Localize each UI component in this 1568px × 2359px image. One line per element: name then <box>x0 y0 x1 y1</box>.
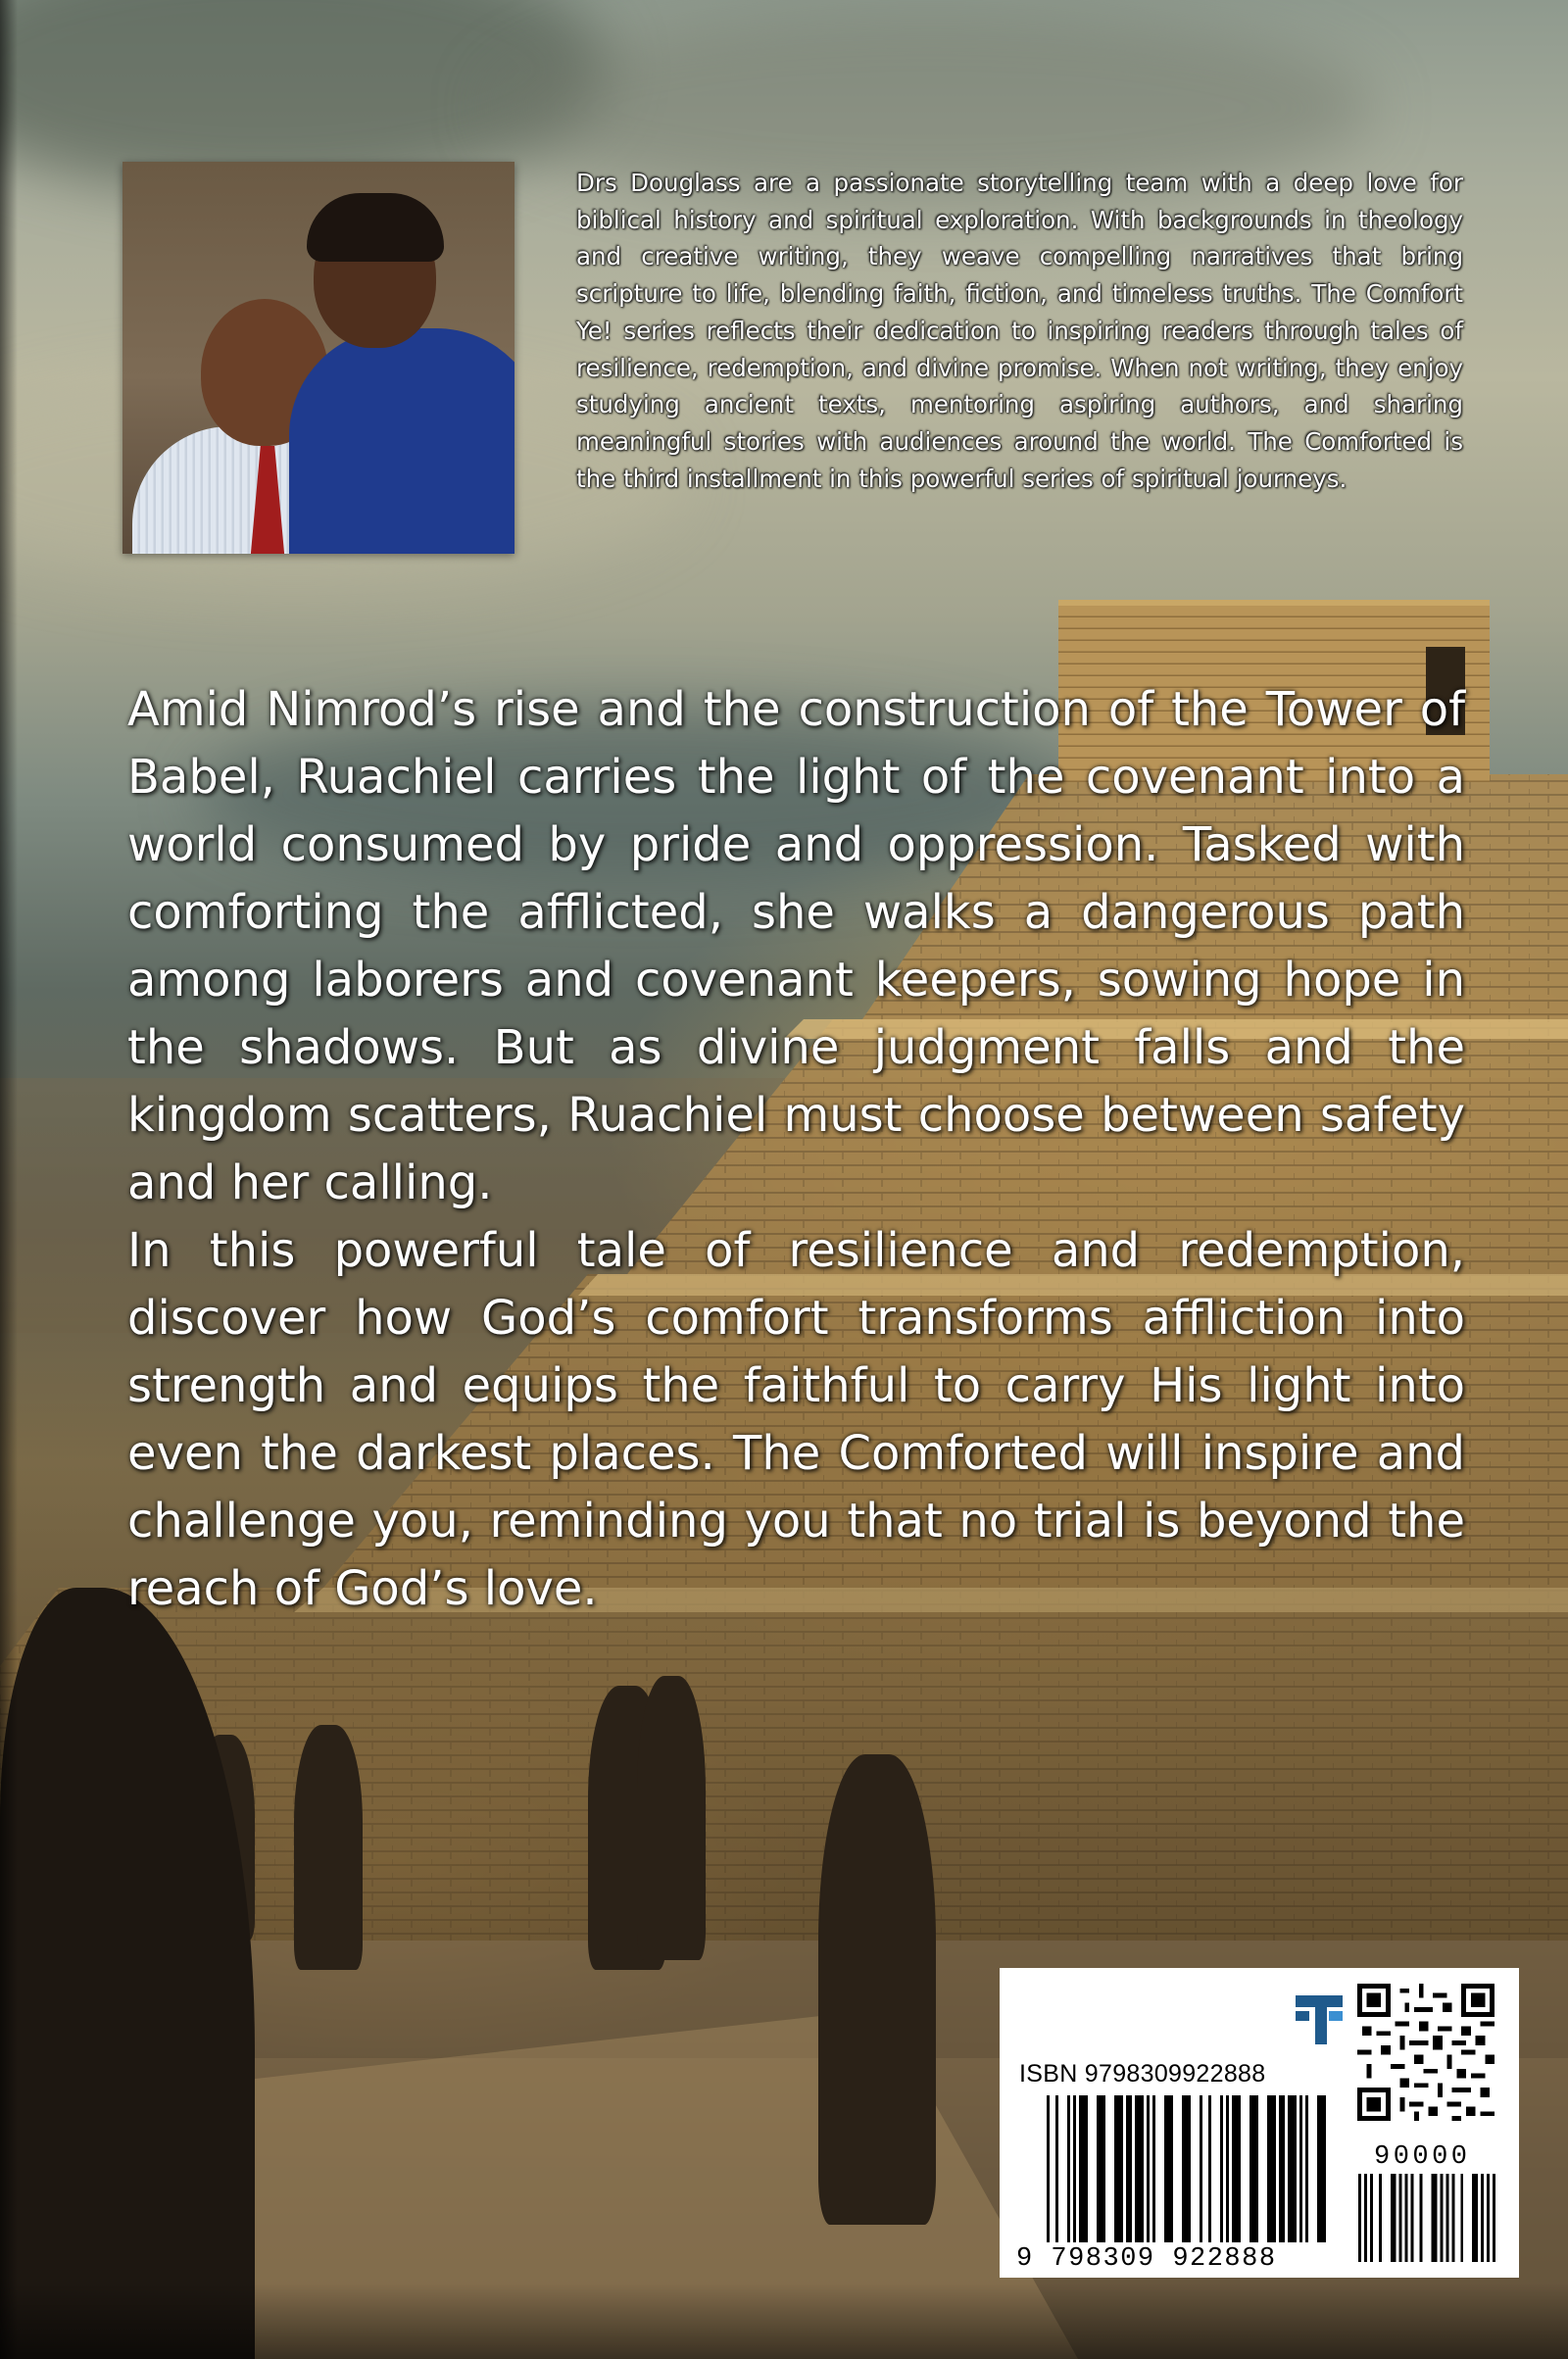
barcode-bar <box>1405 2174 1408 2262</box>
barcode-bar <box>1200 2095 1202 2242</box>
synopsis-paragraph: Amid Nimrod’s rise and the construction of the Tower of Babel, Ruachiel carries the light of the covenant into a world consumed by pride and oppression. Tasked with comforting the afflicted, she walks a dangerous path among laborers and covenant keepers, sowing hope in the shadows. But as divine judgment falls and the kingdom scatters, Ruachiel must choose between safety and her calling. <box>127 682 1465 1210</box>
barcode-bar <box>1182 2095 1191 2242</box>
barcode-bar <box>1370 2174 1373 2262</box>
woman-dress <box>289 328 514 554</box>
barcode-bar <box>1147 2095 1150 2242</box>
isbn-label: ISBN 9798309922888 <box>1019 2060 1266 2088</box>
barcode-bar <box>1152 2095 1155 2242</box>
barcode-bar <box>1446 2174 1448 2262</box>
barcode-bar <box>1226 2095 1229 2242</box>
barcode-bar <box>1299 2095 1302 2242</box>
barcode-bar <box>1073 2095 1076 2242</box>
barcode-bar <box>1279 2095 1285 2242</box>
barcode-price-addon <box>1358 2174 1495 2262</box>
book-synopsis <box>127 676 1465 1623</box>
barcode-bar <box>1220 2095 1223 2242</box>
barcode-bar <box>1379 2174 1382 2262</box>
woman-hair <box>307 193 444 262</box>
barcode-bar <box>1399 2174 1402 2262</box>
barcode-bar <box>1097 2095 1105 2242</box>
barcode-bar <box>1305 2095 1308 2242</box>
author-bio: Drs Douglass are a passionate storytelling team with a deep love for biblical history and spiritual exploration. With backgrounds in theology and creative writing, they weave compelling narratives that bring scripture to life, blending faith, fiction, and timeless truths. The Comfort Ye! series reflects their dedication to inspiring readers through tales of resilience, redemption, and divine promise. When not writing, they enjoy studying ancient texts, mentoring aspiring authors, and sharing meaningful stories with audiences around the world. The Comforted is the third installment in this powerful series of spiritual journeys. <box>576 169 1463 493</box>
price-code: 90000 <box>1374 2142 1471 2172</box>
barcode-bar <box>1487 2174 1490 2262</box>
barcode-bar <box>1460 2174 1463 2262</box>
barcode-bar <box>1431 2174 1437 2262</box>
publisher-logo-icon <box>1294 1990 1345 2048</box>
scan-edge-shadow <box>0 0 18 2359</box>
barcode-bar <box>1067 2095 1070 2242</box>
barcode-bar <box>1493 2174 1495 2262</box>
barcode-digits: 9 798309 922888 <box>1016 2244 1277 2274</box>
barcode-bar <box>1250 2095 1258 2242</box>
barcode-bar <box>1411 2174 1414 2262</box>
barcode-ean13 <box>1047 2095 1326 2242</box>
barcode-bar <box>1317 2095 1326 2242</box>
laborer-figure <box>294 1725 363 1970</box>
barcode-bar <box>1288 2095 1297 2242</box>
barcode-bar <box>1114 2095 1123 2242</box>
barcode-bar <box>1472 2174 1478 2262</box>
barcode-box <box>1000 1968 1519 2278</box>
barcode-bar <box>1055 2095 1058 2242</box>
barcode-bar <box>1047 2095 1050 2242</box>
barcode-bar <box>1164 2095 1173 2242</box>
barcode-bar <box>1391 2174 1396 2262</box>
laborer-figure <box>818 1754 936 2225</box>
barcode-bar <box>1451 2174 1454 2262</box>
synopsis-paragraph: In this powerful tale of resilience and redemption, discover how God’s comfort transforms affliction into strength and equips the faithful to carry His light into even the darkest places. The Comforted will inspire and challenge you, reminding you that no trial is beyond the reach of God’s love. <box>127 1223 1465 1616</box>
qr-code-icon <box>1357 1984 1494 2121</box>
barcode-bar <box>1208 2095 1211 2242</box>
author-photo <box>122 162 514 554</box>
barcode-bar <box>1267 2095 1276 2242</box>
barcode-bar <box>1358 2174 1361 2262</box>
barcode-bar <box>1079 2095 1088 2242</box>
barcode-bar <box>1481 2174 1484 2262</box>
scan-edge-shadow <box>0 2284 1568 2359</box>
barcode-bar <box>1232 2095 1241 2242</box>
barcode-bar <box>1364 2174 1367 2262</box>
barcode-bar <box>1420 2174 1423 2262</box>
barcode-bar <box>1440 2174 1443 2262</box>
barcode-bar <box>1126 2095 1132 2242</box>
barcode-bar <box>1135 2095 1144 2242</box>
laborer-figure <box>637 1676 706 1960</box>
